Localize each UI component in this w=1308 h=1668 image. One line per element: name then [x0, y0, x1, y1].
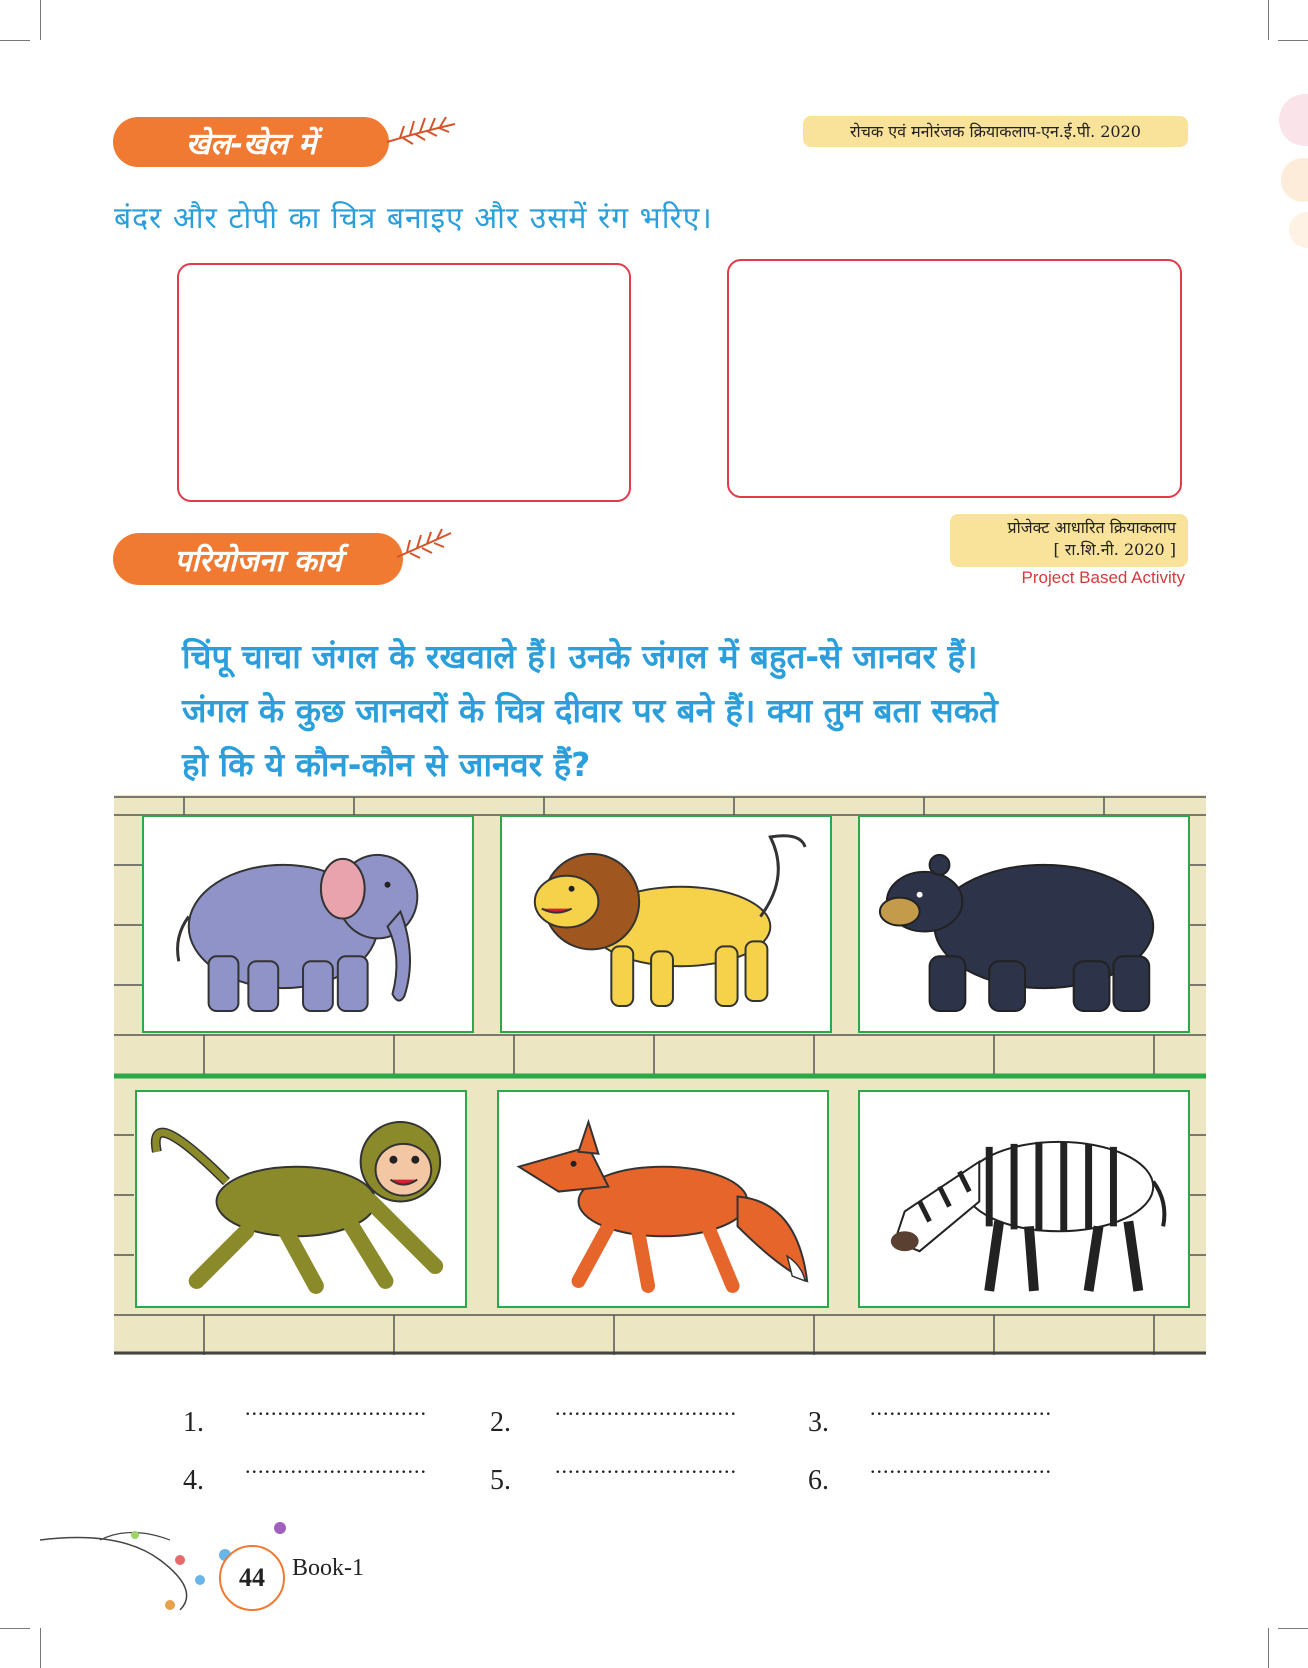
- frame-bear: [858, 815, 1190, 1033]
- section-title-khel: खेल-खेल में: [113, 117, 389, 167]
- crop-mark: [40, 0, 41, 40]
- frame-elephant: [142, 815, 474, 1033]
- answer-blank-2[interactable]: ............................: [555, 1395, 737, 1420]
- answer-number-1: 1.: [183, 1407, 204, 1438]
- animal-wall: [114, 795, 1206, 1355]
- section-title-pariyojana: परियोजना कार्य: [113, 533, 403, 585]
- crop-mark: [40, 1628, 41, 1668]
- answer-number-5: 5.: [490, 1465, 511, 1496]
- lion-image: [502, 817, 830, 1031]
- leaf-sprig-icon: [385, 112, 460, 152]
- project-tag: प्रोजेक्ट आधारित क्रियाकलाप [ रा.शि.नी. 2020 ]: [950, 514, 1188, 567]
- crop-mark: [0, 40, 30, 41]
- answer-blank-1[interactable]: ............................: [245, 1395, 427, 1420]
- project-question: चिंपू चाचा जंगल के रखवाले हैं। उनके जंगल में बहुत-से जानवर हैं। जंगल के कुछ जानवरों के चित्र दीवार पर बने हैं। क्या तुम बता सकते हो कि ये कौन-कौन से जानवर हैं?: [182, 637, 998, 784]
- answer-number-6: 6.: [808, 1465, 829, 1496]
- project-tag-english: Project Based Activity: [1021, 568, 1185, 587]
- drawing-instruction: बंदर और टोपी का चित्र बनाइए और उसमें रंग भरिए।: [114, 201, 713, 236]
- answer-number-2: 2.: [490, 1407, 511, 1438]
- answer-blank-5[interactable]: ............................: [555, 1453, 737, 1478]
- frame-fox: [497, 1090, 829, 1308]
- crop-mark: [1268, 0, 1269, 40]
- drawing-box-right[interactable]: [727, 259, 1182, 498]
- crop-mark: [1278, 1628, 1308, 1629]
- zebra-image: [860, 1092, 1188, 1306]
- flower-decoration: [1265, 60, 1308, 250]
- answer-number-4: 4.: [183, 1465, 204, 1496]
- frame-monkey: [135, 1090, 467, 1308]
- monkey-image: [137, 1092, 465, 1306]
- elephant-image: [144, 817, 472, 1031]
- page-number-badge: 44: [219, 1545, 285, 1611]
- answer-number-3: 3.: [808, 1407, 829, 1438]
- crop-mark: [1278, 40, 1308, 41]
- crop-mark: [0, 1628, 30, 1629]
- activity-tag: रोचक एवं मनोरंजक क्रियाकलाप-एन.ई.पी. 2020: [803, 116, 1188, 147]
- frame-zebra: [858, 1090, 1190, 1308]
- answer-blank-4[interactable]: ............................: [245, 1453, 427, 1478]
- frame-lion: [500, 815, 832, 1033]
- drawing-box-left[interactable]: [177, 263, 631, 502]
- leaf-sprig-icon: [395, 525, 455, 565]
- crop-mark: [1268, 1628, 1269, 1668]
- bear-image: [860, 817, 1188, 1031]
- answer-blank-6[interactable]: ............................: [870, 1453, 1052, 1478]
- fox-image: [499, 1092, 827, 1306]
- book-label: Book-1: [292, 1555, 364, 1581]
- answer-blank-3[interactable]: ............................: [870, 1395, 1052, 1420]
